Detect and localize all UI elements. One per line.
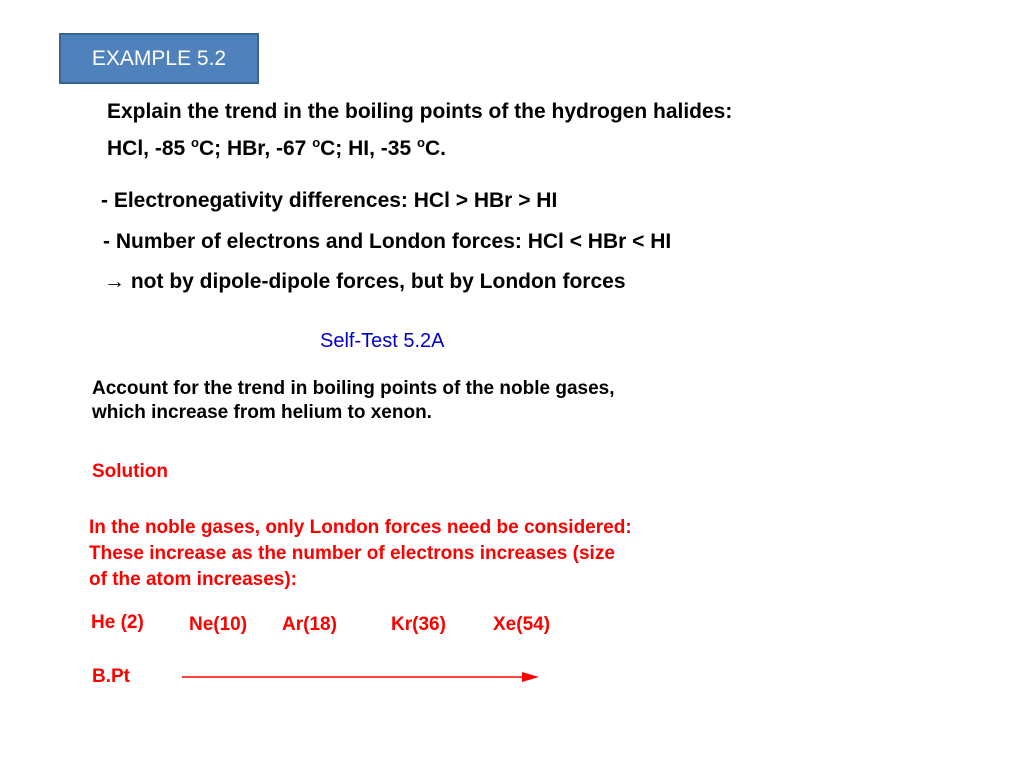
account-line-2: which increase from helium to xenon. [92,402,432,423]
gas-neon: Ne(10) [189,614,248,635]
example-badge: EXAMPLE 5.2 [59,33,259,84]
gas-krypton: Kr(36) [391,614,446,635]
solution-line-1: In the noble gases, only London forces need be considered: [89,517,632,538]
degree-symbol-2: o [312,135,321,150]
bpt-label: B.Pt [92,666,130,687]
question-text-end: C. [424,137,446,160]
gas-helium: He (2) [91,612,144,633]
question-text-hbr: C; HBr, -67 [198,137,313,160]
solution-line-2: These increase as the number of electrons increases (size [89,543,615,564]
bullet-conclusion: → not by dipole-dipole forces, but by London forces [104,270,626,293]
degree-symbol-1: o [191,135,199,150]
question-line-2 [107,128,446,164]
question-line-1: Explain the trend in the boiling points of the hydrogen halides: [107,100,733,123]
account-line-1: Account for the trend in boiling points of the noble gases, [92,378,615,399]
gas-argon: Ar(18) [282,614,337,635]
question-text-hi: C; HI, -35 [320,137,417,160]
self-test-title: Self-Test 5.2A [320,330,445,352]
degree-symbol-3: o [417,135,425,150]
solution-line-3: of the atom increases): [89,569,297,590]
increase-arrow-icon [180,666,542,688]
bullet-london-forces: - Number of electrons and London forces: HCl < HBr < HI [103,230,672,253]
bullet-electronegativity: - Electronegativity differences: HCl > HBr > HI [101,189,558,212]
question-text-hcl: HCl, -85 [107,137,192,160]
gas-xenon: Xe(54) [493,614,551,635]
solution-label: Solution [92,461,168,482]
